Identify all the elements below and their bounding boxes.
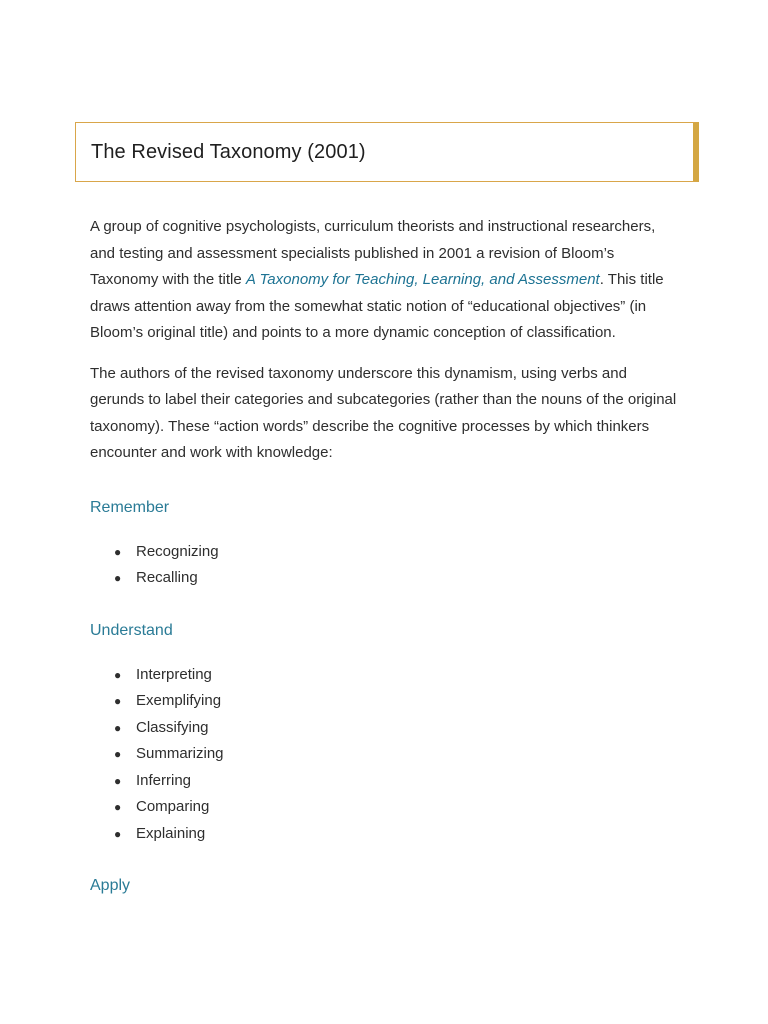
list-item-label: Inferring	[136, 771, 192, 789]
bullet-icon: ●	[114, 544, 122, 559]
bullet-icon: ●	[114, 747, 122, 761]
list-item	[114, 768, 680, 795]
list-item	[114, 821, 680, 848]
remember-list	[90, 539, 680, 592]
book-title-link[interactable]: A Taxonomy for Teaching, Learning, and Assessment	[245, 271, 600, 288]
bullet-icon: ●	[114, 667, 122, 682]
understand-list	[90, 662, 680, 848]
bullet-icon: ●	[114, 720, 122, 735]
list-item-label: Explaining	[136, 824, 206, 842]
list-item	[114, 539, 680, 566]
section-heading-understand: Understand	[90, 621, 173, 639]
list-item	[114, 662, 680, 689]
list-item-label: Summarizing	[136, 745, 224, 762]
section-heading-apply: Apply	[90, 877, 131, 894]
page-title: The Revised Taxonomy (2001)	[91, 140, 366, 163]
list-item-label: Recognizing	[136, 542, 219, 560]
list-item-label: Classifying	[136, 718, 209, 736]
list-item	[114, 741, 680, 768]
list-item	[114, 794, 680, 821]
list-item	[114, 715, 680, 742]
intro-text-before-link: A group of cognitive psychologists, curriculum theorists and instructional researchers, and testing and assessment specialists published in 2001 a revision of Bloom’s Taxonomy with the title	[90, 218, 656, 288]
bullet-icon: ●	[114, 800, 122, 814]
list-item-label: Recalling	[136, 569, 198, 586]
bullet-icon: ●	[114, 773, 122, 788]
list-item-label: Interpreting	[136, 665, 212, 683]
section-heading-remember: Remember	[90, 498, 170, 516]
list-item	[114, 565, 680, 592]
bullet-icon: ●	[114, 694, 122, 708]
intro-text-after-link: . This title draws attention away from the somewhat static notion of “educational objectives” (in Bloom’s original title) and points to a more dynamic conception of classification.	[90, 271, 664, 341]
action-words-paragraph: The authors of the revised taxonomy underscore this dynamism, using verbs and gerunds to label their categories and subcategories (rather than the nouns of the original taxonomy). These “action words” describe the cognitive processes by which thinkers encounter and work with knowledge:	[90, 364, 677, 461]
intro-paragraph	[90, 214, 680, 347]
list-item	[114, 688, 680, 715]
bullet-icon: ●	[114, 571, 122, 585]
bullet-icon: ●	[114, 826, 122, 841]
list-item-label: Exemplifying	[136, 692, 222, 709]
list-item-label: Comparing	[136, 798, 210, 815]
title-box	[75, 122, 699, 182]
article-body	[90, 214, 680, 898]
